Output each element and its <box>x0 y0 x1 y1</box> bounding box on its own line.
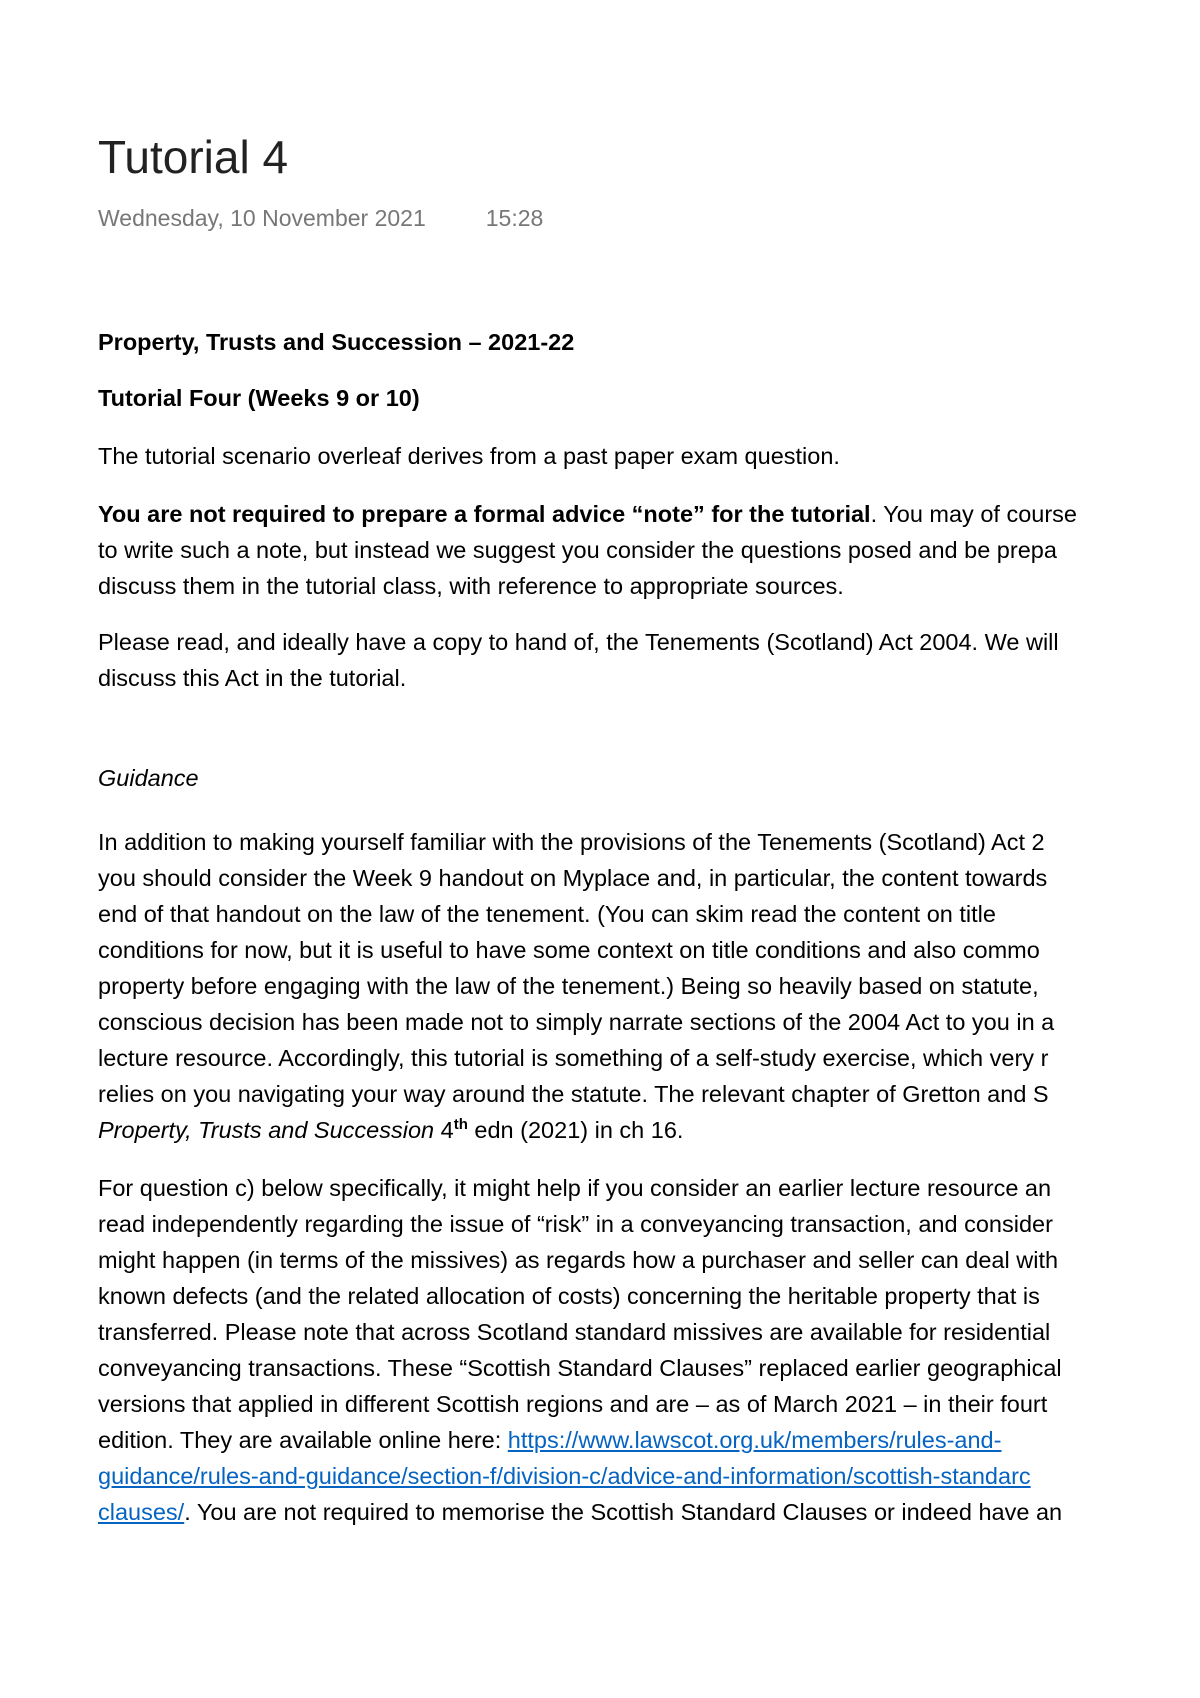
question-line: known defects (and the related allocation of costs) concerning the heritable property that is <box>98 1283 1040 1309</box>
edition-suffix: th <box>453 1116 468 1134</box>
page-title: Tutorial 4 <box>98 131 289 183</box>
question-line: might happen (in terms of the missives) as regards how a purchaser and seller can deal with <box>98 1247 1059 1273</box>
advice-paragraph-line: to write such a note, but instead we suggest you consider the questions posed and be prepa <box>98 537 1057 563</box>
online-text: edition. They are available online here: <box>98 1427 508 1453</box>
memorise-text: . You are not required to memorise the Scottish Standard Clauses or indeed have an <box>184 1499 1063 1525</box>
advice-paragraph-line <box>98 496 1200 532</box>
question-line: versions that applied in different Scottish regions and are – as of March 2021 – in their fourt <box>98 1391 1048 1417</box>
question-line <box>98 1422 1200 1458</box>
advice-rest-text: . You may of course <box>870 501 1077 527</box>
guidance-line <box>98 1112 1200 1148</box>
guidance-line: In addition to making yourself familiar with the provisions of the Tenements (Scotland) Act 2 <box>98 829 1045 855</box>
guidance-line: property before engaging with the law of the tenement.) Being so heavily based on statute, <box>98 973 1039 999</box>
question-line: For question c) below specifically, it might help if you consider an earlier lecture resource an <box>98 1175 1052 1201</box>
intro-paragraph: The tutorial scenario overleaf derives from a past paper exam question. <box>98 443 840 469</box>
guidance-line: conditions for now, but it is useful to have some context on title conditions and also commo <box>98 937 1040 963</box>
tutorial-heading: Tutorial Four (Weeks 9 or 10) <box>98 385 420 411</box>
question-line: transferred. Please note that across Scotland standard missives are available for residential <box>98 1319 1051 1345</box>
guidance-line: relies on you navigating your way around the statute. The relevant chapter of Gretton and S <box>98 1081 1049 1107</box>
guidance-line: conscious decision has been made not to simply narrate sections of the 2004 Act to you in a <box>98 1009 1055 1035</box>
advice-paragraph-line: discuss them in the tutorial class, with reference to appropriate sources. <box>98 573 844 599</box>
note-date: Wednesday, 10 November 2021 <box>98 205 426 231</box>
guidance-heading: Guidance <box>98 765 199 791</box>
lawscot-link[interactable]: https://www.lawscot.org.uk/members/rules-and- <box>507 1427 1002 1453</box>
question-line <box>98 1458 1200 1494</box>
lawscot-link-end[interactable]: clauses/ <box>98 1499 185 1525</box>
edition-number: 4 <box>434 1117 454 1143</box>
course-heading: Property, Trusts and Succession – 2021-22 <box>98 329 575 355</box>
question-line <box>98 1494 1200 1530</box>
edition-rest: edn (2021) in ch 16. <box>467 1117 684 1143</box>
act-paragraph-line: discuss this Act in the tutorial. <box>98 665 407 691</box>
guidance-line: lecture resource. Accordingly, this tutorial is something of a self-study exercise, which very r <box>98 1045 1049 1071</box>
lawscot-link-continued[interactable]: guidance/rules-and-guidance/section-f/division-c/advice-and-information/scottish-standarc <box>98 1463 1031 1489</box>
question-line: conveyancing transactions. These “Scottish Standard Clauses” replaced earlier geographical <box>98 1355 1062 1381</box>
note-body <box>98 324 1200 1530</box>
act-paragraph-line: Please read, and ideally have a copy to hand of, the Tenements (Scotland) Act 2004. We will <box>98 629 1059 655</box>
note-time: 15:28 <box>485 205 544 231</box>
guidance-line: you should consider the Week 9 handout on Myplace and, in particular, the content towards <box>98 865 1048 891</box>
question-line: read independently regarding the issue of “risk” in a conveyancing transaction, and consider <box>98 1211 1053 1237</box>
advice-bold-text: You are not required to prepare a formal advice “note” for the tutorial <box>98 501 871 527</box>
guidance-line: end of that handout on the law of the tenement. (You can skim read the content on title <box>98 901 996 927</box>
note-timestamp <box>98 207 543 230</box>
book-title: Property, Trusts and Succession <box>98 1117 435 1143</box>
